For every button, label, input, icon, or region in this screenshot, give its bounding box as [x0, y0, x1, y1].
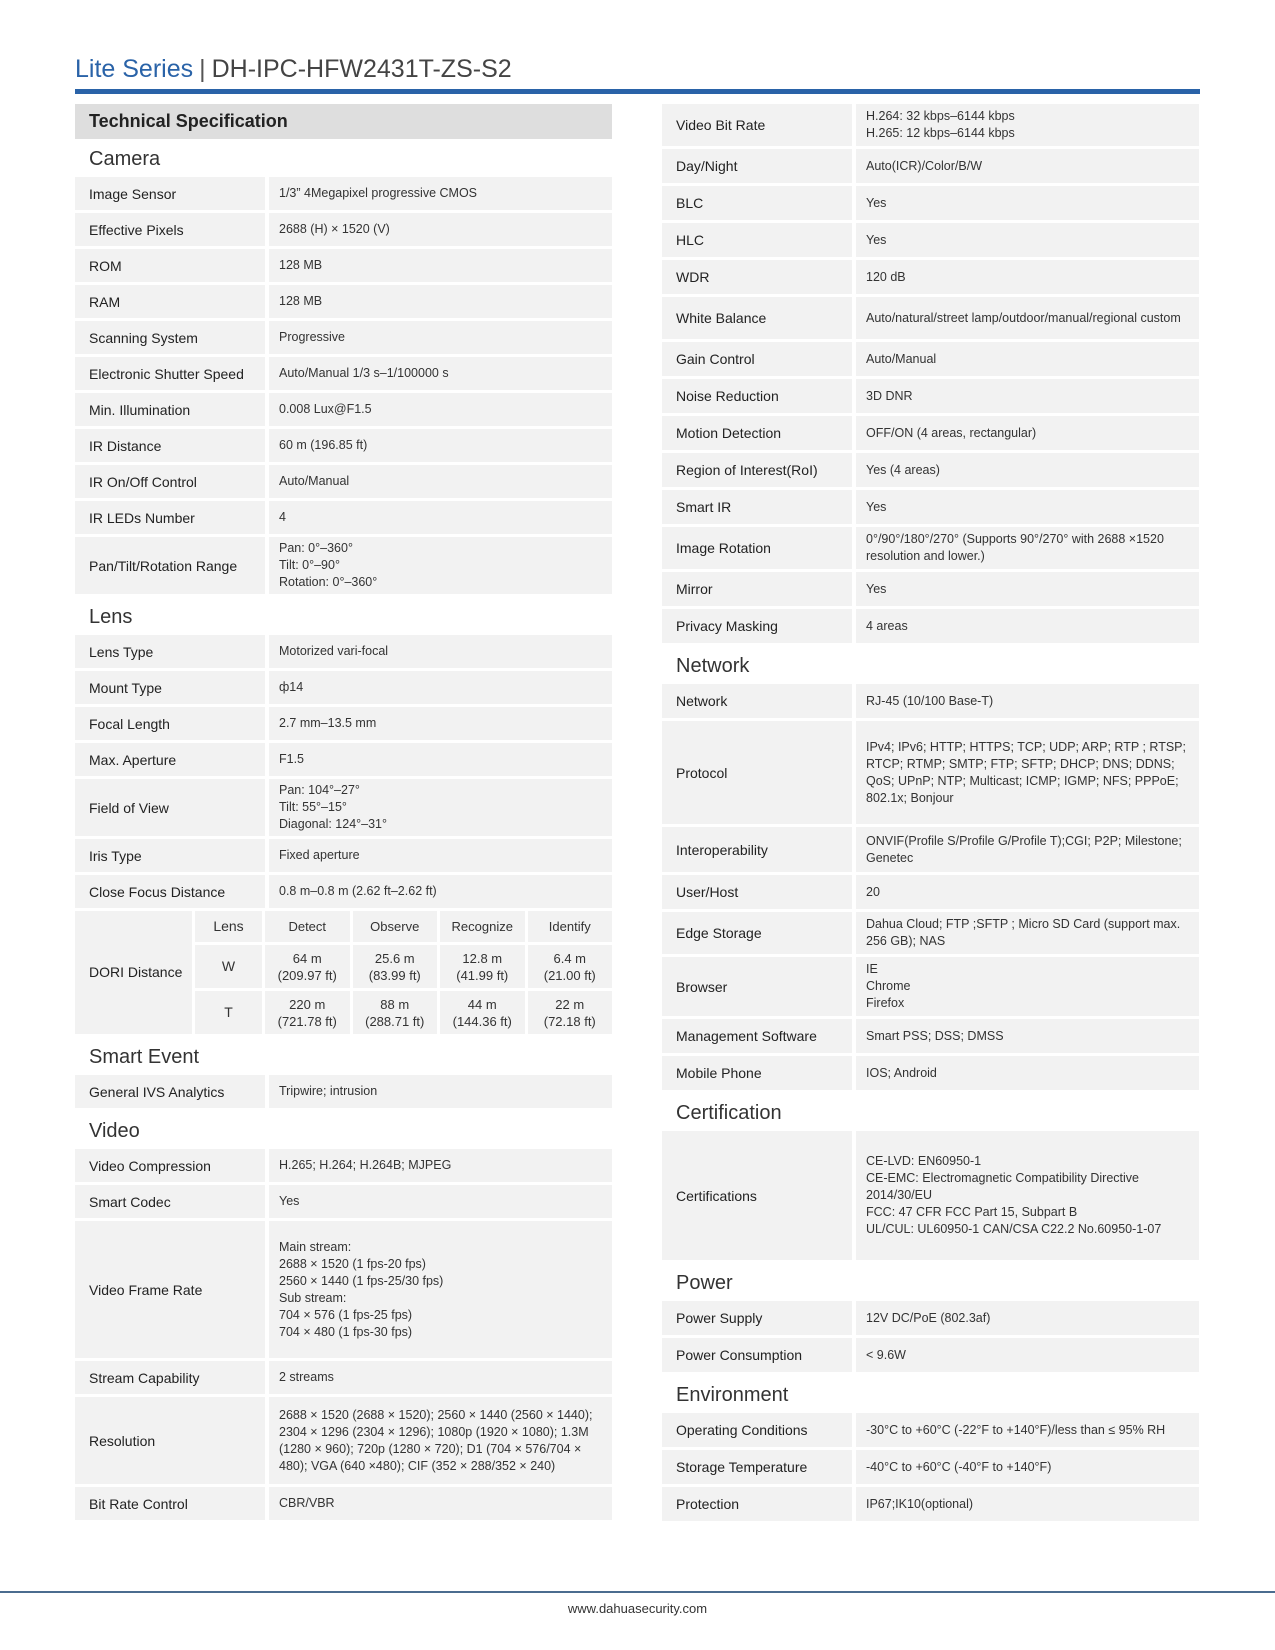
spec-value: 0.8 m–0.8 m (2.62 ft–2.62 ft) [265, 875, 612, 911]
spec-value: Auto(ICR)/Color/B/W [852, 149, 1199, 186]
table-row [662, 1487, 1199, 1524]
spec-value: OFF/ON (4 areas, rectangular) [852, 416, 1199, 453]
spec-label: IR LEDs Number [75, 501, 265, 537]
spec-label: Region of Interest(RoI) [662, 453, 852, 490]
spec-value: 1/3” 4Megapixel progressive CMOS [265, 177, 612, 213]
spec-value: 4 [265, 501, 612, 537]
spec-label: Bit Rate Control [75, 1487, 265, 1523]
dori-header-cell: Lens [192, 911, 262, 945]
page-title [75, 48, 1200, 90]
spec-label: Motion Detection [662, 416, 852, 453]
spec-value: 2.7 mm–13.5 mm [265, 707, 612, 743]
spec-label: White Balance [662, 297, 852, 342]
table-row [662, 1413, 1199, 1450]
spec-value: 20 [852, 875, 1199, 912]
spec-label: Interoperability [662, 827, 852, 875]
spec-label: Lens Type [75, 635, 265, 671]
dori-table [75, 911, 612, 1037]
spec-value: Pan: 0°–360° Tilt: 0°–90° Rotation: 0°–360° [265, 537, 612, 597]
table-row [662, 379, 1199, 416]
spec-value: Auto/natural/street lamp/outdoor/manual/regional custom [852, 297, 1199, 342]
spec-column-right [662, 104, 1199, 1524]
spec-label: Privacy Masking [662, 609, 852, 646]
spec-value: 4 areas [852, 609, 1199, 646]
video-continued-table [662, 104, 1199, 646]
spec-label: RAM [75, 285, 265, 321]
table-row [662, 827, 1199, 875]
dori-cell: 12.8 m (41.99 ft) [437, 945, 525, 991]
section-title-environment: Environment [676, 1384, 789, 1406]
table-row [75, 177, 612, 213]
spec-value: 3D DNR [852, 379, 1199, 416]
table-row [75, 1149, 612, 1185]
spec-value: H.264: 32 kbps–6144 kbps H.265: 12 kbps–6144 kbps [852, 104, 1199, 149]
spec-value: -40°C to +60°C (-40°F to +140°F) [852, 1450, 1199, 1487]
spec-value: Yes (4 areas) [852, 453, 1199, 490]
table-row [75, 285, 612, 321]
spec-value: Auto/Manual [852, 342, 1199, 379]
section-title-network: Network [676, 655, 750, 677]
table-row [662, 104, 1199, 149]
spec-label: Gain Control [662, 342, 852, 379]
spec-value: < 9.6W [852, 1338, 1199, 1375]
table-row [75, 1397, 612, 1487]
table-row [662, 527, 1199, 572]
spec-value: 0.008 Lux@F1.5 [265, 393, 612, 429]
section-title-lens: Lens [89, 606, 133, 628]
section-title-certification: Certification [676, 1102, 782, 1124]
table-row [75, 321, 612, 357]
spec-value: IP67;IK10(optional) [852, 1487, 1199, 1524]
spec-value: Yes [265, 1185, 612, 1221]
spec-label: Video Bit Rate [662, 104, 852, 149]
smart-event-table [75, 1075, 612, 1111]
spec-column-left [75, 104, 612, 1523]
header-divider [75, 89, 1200, 94]
spec-value: Yes [852, 223, 1199, 260]
table-row [75, 1075, 612, 1111]
title-separator: | [199, 55, 206, 83]
spec-label: Resolution [75, 1397, 265, 1487]
lens-table [75, 635, 612, 911]
spec-label: Focal Length [75, 707, 265, 743]
dori-header-cell: Recognize [437, 911, 525, 945]
table-row [75, 1221, 612, 1361]
spec-label: General IVS Analytics [75, 1075, 265, 1111]
spec-value: Smart PSS; DSS; DMSS [852, 1019, 1199, 1056]
spec-label: Power Consumption [662, 1338, 852, 1375]
spec-value: Tripwire; intrusion [265, 1075, 612, 1111]
spec-label: User/Host [662, 875, 852, 912]
spec-label: Day/Night [662, 149, 852, 186]
table-row [75, 393, 612, 429]
table-row [662, 223, 1199, 260]
spec-label: ROM [75, 249, 265, 285]
table-row [75, 635, 612, 671]
table-row [75, 839, 612, 875]
section-title-power: Power [676, 1272, 733, 1294]
dori-lens-cell: T [192, 991, 262, 1037]
spec-value: IE Chrome Firefox [852, 957, 1199, 1019]
dori-cell: 44 m (144.36 ft) [437, 991, 525, 1037]
spec-label: Management Software [662, 1019, 852, 1056]
environment-table [662, 1413, 1199, 1524]
spec-value: Auto/Manual [265, 465, 612, 501]
table-row [662, 149, 1199, 186]
spec-value: ф14 [265, 671, 612, 707]
table-row [75, 465, 612, 501]
spec-value: Motorized vari-focal [265, 635, 612, 671]
table-row [662, 912, 1199, 957]
table-row [662, 875, 1199, 912]
spec-label: Protection [662, 1487, 852, 1524]
spec-value: IOS; Android [852, 1056, 1199, 1093]
spec-label: Network [662, 684, 852, 721]
table-row [662, 453, 1199, 490]
video-table [75, 1149, 612, 1523]
table-row [75, 1185, 612, 1221]
table-row [662, 1019, 1199, 1056]
spec-value: Yes [852, 490, 1199, 527]
spec-label: Effective Pixels [75, 213, 265, 249]
spec-value: F1.5 [265, 743, 612, 779]
dori-cell: 22 m (72.18 ft) [525, 991, 613, 1037]
spec-label: Edge Storage [662, 912, 852, 957]
spec-label: Video Frame Rate [75, 1221, 265, 1361]
table-row [75, 537, 612, 597]
table-row [75, 911, 612, 945]
spec-label: Max. Aperture [75, 743, 265, 779]
spec-value: 120 dB [852, 260, 1199, 297]
table-row [662, 416, 1199, 453]
spec-label: Browser [662, 957, 852, 1019]
spec-label: BLC [662, 186, 852, 223]
certification-table [662, 1131, 1199, 1263]
spec-value: IPv4; IPv6; HTTP; HTTPS; TCP; UDP; ARP; RTP ; RTSP; RTCP; RTMP; SMTP; FTP; SFTP; DHCP; DNS; DDNS; QoS; UPnP; NTP; Multicast; ICMP; IGMP; NFS; PPPoE; 802.1x; Bonjour [852, 721, 1199, 827]
table-row [662, 957, 1199, 1019]
dori-lens-cell: W [192, 945, 262, 991]
camera-table [75, 177, 612, 597]
spec-label: Field of View [75, 779, 265, 839]
spec-value: H.265; H.264; H.264B; MJPEG [265, 1149, 612, 1185]
dori-header-cell: Detect [262, 911, 350, 945]
spec-value: ONVIF(Profile S/Profile G/Profile T);CGI; P2P; Milestone; Genetec [852, 827, 1199, 875]
table-row [662, 572, 1199, 609]
spec-label: Electronic Shutter Speed [75, 357, 265, 393]
dori-cell: 220 m (721.78 ft) [262, 991, 350, 1037]
spec-value: Fixed aperture [265, 839, 612, 875]
spec-value: 2 streams [265, 1361, 612, 1397]
table-row [662, 260, 1199, 297]
dori-cell: 25.6 m (83.99 ft) [350, 945, 438, 991]
spec-value: 128 MB [265, 285, 612, 321]
table-row [662, 186, 1199, 223]
spec-value: Yes [852, 572, 1199, 609]
spec-title: Technical Specification [75, 104, 612, 139]
spec-label: HLC [662, 223, 852, 260]
table-row [662, 1131, 1199, 1263]
table-row [75, 429, 612, 465]
spec-label: Smart Codec [75, 1185, 265, 1221]
footer-url: www.dahuasecurity.com [567, 1601, 708, 1616]
dori-header-cell: Observe [350, 911, 438, 945]
table-row [75, 1487, 612, 1523]
spec-label: Min. Illumination [75, 393, 265, 429]
spec-label: IR Distance [75, 429, 265, 465]
section-title-smart-event: Smart Event [89, 1046, 200, 1068]
spec-label: Mirror [662, 572, 852, 609]
spec-value: -30°C to +60°C (-22°F to +140°F)/less than ≤ 95% RH [852, 1413, 1199, 1450]
spec-value: 2688 × 1520 (2688 × 1520); 2560 × 1440 (2560 × 1440); 2304 × 1296 (2304 × 1296); 1080p (1920 × 1080); 1.3M (1280 × 960); 720p (1280 × 720); D1 (704 × 576/704 × 480); VGA (640 ×480); CIF (352 × 288/352 × 240) [265, 1397, 612, 1487]
spec-label: Image Rotation [662, 527, 852, 572]
spec-label: Noise Reduction [662, 379, 852, 416]
spec-label: Iris Type [75, 839, 265, 875]
spec-label: Video Compression [75, 1149, 265, 1185]
table-row [75, 707, 612, 743]
dori-cell: 64 m (209.97 ft) [262, 945, 350, 991]
table-row [662, 609, 1199, 646]
spec-value: 0°/90°/180°/270° (Supports 90°/270° with 2688 ×1520 resolution and lower.) [852, 527, 1199, 572]
spec-label: Scanning System [75, 321, 265, 357]
table-row [662, 342, 1199, 379]
table-row [75, 249, 612, 285]
spec-value: CE-LVD: EN60950-1 CE-EMC: Electromagnetic Compatibility Directive 2014/30/EU FCC: 47 CFR FCC Part 15, Subpart B UL/CUL: UL60950-1 CAN/CSA C22.2 No.60950-1-07 [852, 1131, 1199, 1263]
table-row [662, 721, 1199, 827]
dori-cell: 6.4 m (21.00 ft) [525, 945, 613, 991]
spec-value: Pan: 104°–27° Tilt: 55°–15° Diagonal: 124°–31° [265, 779, 612, 839]
spec-value: Main stream: 2688 × 1520 (1 fps-20 fps) 2560 × 1440 (1 fps-25/30 fps) Sub stream: 704 × 576 (1 fps-25 fps) 704 × 480 (1 fps-30 fps) [265, 1221, 612, 1361]
spec-label: Protocol [662, 721, 852, 827]
spec-label: Storage Temperature [662, 1450, 852, 1487]
spec-label: Certifications [662, 1131, 852, 1263]
table-row [662, 297, 1199, 342]
spec-value: 128 MB [265, 249, 612, 285]
spec-label: Pan/Tilt/Rotation Range [75, 537, 265, 597]
series-name: Lite Series [75, 55, 194, 83]
section-title-video: Video [89, 1120, 140, 1142]
table-row [662, 490, 1199, 527]
spec-label: Mount Type [75, 671, 265, 707]
dori-cell: 88 m (288.71 ft) [350, 991, 438, 1037]
spec-label: Close Focus Distance [75, 875, 265, 911]
spec-value: Dahua Cloud; FTP ;SFTP ; Micro SD Card (support max. 256 GB); NAS [852, 912, 1199, 957]
spec-label: Operating Conditions [662, 1413, 852, 1450]
spec-value: Auto/Manual 1/3 s–1/100000 s [265, 357, 612, 393]
network-table [662, 684, 1199, 1093]
spec-label: Power Supply [662, 1301, 852, 1338]
spec-value: Progressive [265, 321, 612, 357]
table-row [662, 684, 1199, 721]
spec-label: Image Sensor [75, 177, 265, 213]
page-header [75, 48, 1200, 94]
spec-value: 60 m (196.85 ft) [265, 429, 612, 465]
table-row [75, 875, 612, 911]
table-row [75, 671, 612, 707]
table-row [75, 213, 612, 249]
table-row [662, 1450, 1199, 1487]
dori-label: DORI Distance [75, 911, 192, 1037]
spec-value: CBR/VBR [265, 1487, 612, 1523]
spec-value: 12V DC/PoE (802.3af) [852, 1301, 1199, 1338]
table-row [75, 1361, 612, 1397]
table-row [75, 501, 612, 537]
section-title-camera: Camera [89, 148, 161, 170]
table-row [75, 357, 612, 393]
table-row [75, 779, 612, 839]
spec-label: Stream Capability [75, 1361, 265, 1397]
table-row [75, 743, 612, 779]
spec-label: Smart IR [662, 490, 852, 527]
table-row [662, 1056, 1199, 1093]
table-row [662, 1338, 1199, 1375]
spec-label: Mobile Phone [662, 1056, 852, 1093]
footer-divider [0, 1591, 1275, 1593]
spec-value: Yes [852, 186, 1199, 223]
table-row [662, 1301, 1199, 1338]
spec-label: IR On/Off Control [75, 465, 265, 501]
power-table [662, 1301, 1199, 1375]
dori-header-cell: Identify [525, 911, 613, 945]
model-number: DH-IPC-HFW2431T-ZS-S2 [211, 55, 512, 83]
spec-value: 2688 (H) × 1520 (V) [265, 213, 612, 249]
spec-value: RJ-45 (10/100 Base-T) [852, 684, 1199, 721]
spec-label: WDR [662, 260, 852, 297]
